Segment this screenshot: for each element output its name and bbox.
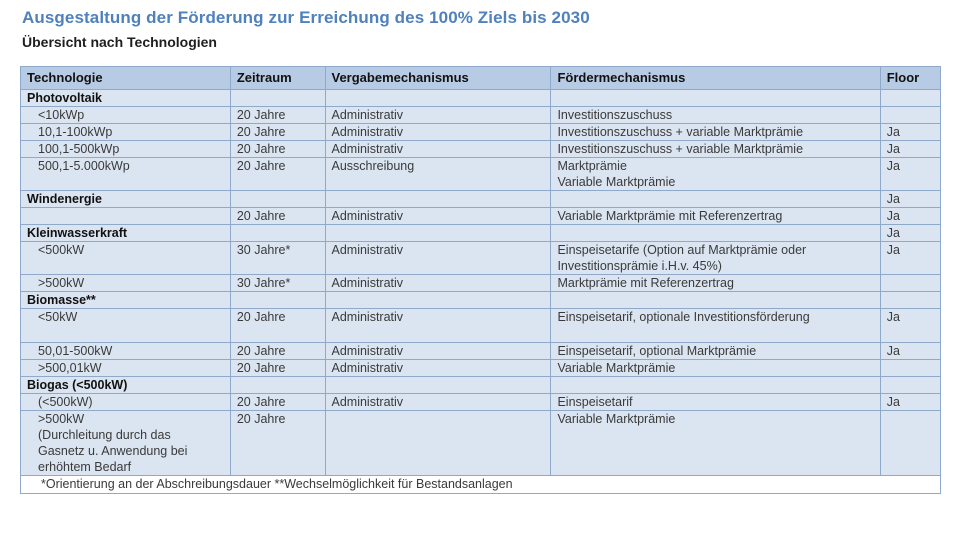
floor-cell — [880, 90, 940, 107]
floor-cell — [880, 275, 940, 292]
vergabe-cell — [325, 292, 551, 309]
zeitraum-cell: 20 Jahre — [230, 360, 325, 377]
table-row — [21, 107, 941, 124]
floor-cell: Ja — [880, 124, 940, 141]
zeitraum-cell: 30 Jahre* — [230, 275, 325, 292]
floor-cell — [880, 292, 940, 309]
technologie-cell: 50,01-500kW — [21, 343, 231, 360]
foerder-cell: Variable Marktprämie — [551, 360, 880, 377]
table-row — [21, 360, 941, 377]
floor-cell: Ja — [880, 158, 940, 191]
zeitraum-cell — [230, 377, 325, 394]
technologie-cell: Kleinwasserkraft — [21, 225, 231, 242]
foerder-cell: Investitionszuschuss + variable Marktprämie — [551, 141, 880, 158]
foerder-cell: Investitionszuschuss — [551, 107, 880, 124]
table-row — [21, 411, 941, 476]
table-row — [21, 343, 941, 360]
zeitraum-cell — [230, 292, 325, 309]
vergabe-cell: Administrativ — [325, 141, 551, 158]
table-row — [21, 141, 941, 158]
zeitraum-cell — [230, 90, 325, 107]
vergabe-cell: Administrativ — [325, 124, 551, 141]
vergabe-cell — [325, 225, 551, 242]
technologie-cell: <50kW — [21, 309, 231, 343]
header-floor: Floor — [880, 67, 940, 90]
technologie-cell: >500kW (Durchleitung durch das Gasnetz u. Anwendung bei erhöhtem Bedarf — [21, 411, 231, 476]
vergabe-cell: Administrativ — [325, 394, 551, 411]
zeitraum-cell: 20 Jahre — [230, 309, 325, 343]
table-group-row — [21, 90, 941, 107]
table-body — [21, 90, 941, 494]
vergabe-cell — [325, 191, 551, 208]
table-row — [21, 242, 941, 275]
table-group-row — [21, 191, 941, 208]
header-technologie: Technologie — [21, 67, 231, 90]
technology-table — [20, 66, 941, 494]
table-group-row — [21, 292, 941, 309]
foerder-cell — [551, 90, 880, 107]
zeitraum-cell: 20 Jahre — [230, 107, 325, 124]
technologie-cell: 10,1-100kWp — [21, 124, 231, 141]
header-vergabemechanismus: Vergabemechanismus — [325, 67, 551, 90]
vergabe-cell — [325, 90, 551, 107]
vergabe-cell — [325, 377, 551, 394]
technologie-cell: <10kWp — [21, 107, 231, 124]
zeitraum-cell: 20 Jahre — [230, 394, 325, 411]
table-row — [21, 124, 941, 141]
zeitraum-cell: 20 Jahre — [230, 141, 325, 158]
foerder-cell: Variable Marktprämie mit Referenzertrag — [551, 208, 880, 225]
table-header-row — [21, 67, 941, 90]
zeitraum-cell: 20 Jahre — [230, 124, 325, 141]
vergabe-cell: Administrativ — [325, 208, 551, 225]
zeitraum-cell — [230, 191, 325, 208]
foerder-cell: Einspeisetarife (Option auf Marktprämie oder Investitionsprämie i.H.v. 45%) — [551, 242, 880, 275]
vergabe-cell: Administrativ — [325, 309, 551, 343]
technologie-cell: <500kW — [21, 242, 231, 275]
floor-cell — [880, 377, 940, 394]
floor-cell: Ja — [880, 141, 940, 158]
foerder-cell: Marktprämie Variable Marktprämie — [551, 158, 880, 191]
vergabe-cell: Administrativ — [325, 242, 551, 275]
floor-cell — [880, 411, 940, 476]
header-zeitraum: Zeitraum — [230, 67, 325, 90]
table-row — [21, 275, 941, 292]
floor-cell: Ja — [880, 343, 940, 360]
table-footnote-row — [21, 476, 941, 494]
vergabe-cell: Ausschreibung — [325, 158, 551, 191]
foerder-cell: Einspeisetarif, optional Marktprämie — [551, 343, 880, 360]
vergabe-cell: Administrativ — [325, 360, 551, 377]
table-row — [21, 158, 941, 191]
floor-cell — [880, 360, 940, 377]
page-title: Ausgestaltung der Förderung zur Erreichung des 100% Ziels bis 2030 — [22, 8, 590, 27]
vergabe-cell: Administrativ — [325, 275, 551, 292]
zeitraum-cell: 20 Jahre — [230, 343, 325, 360]
foerder-cell — [551, 292, 880, 309]
header-foerdermechanismus: Fördermechanismus — [551, 67, 880, 90]
floor-cell: Ja — [880, 208, 940, 225]
technologie-cell: Photovoltaik — [21, 90, 231, 107]
foerder-cell: Variable Marktprämie — [551, 411, 880, 476]
floor-cell: Ja — [880, 394, 940, 411]
foerder-cell: Investitionszuschuss + variable Marktprämie — [551, 124, 880, 141]
zeitraum-cell: 30 Jahre* — [230, 242, 325, 275]
foerder-cell: Einspeisetarif, optionale Investitionsförderung — [551, 309, 880, 343]
table-row — [21, 208, 941, 225]
technologie-cell: Biomasse** — [21, 292, 231, 309]
footnote: *Orientierung an der Abschreibungsdauer **Wechselmöglichkeit für Bestandsanlagen — [21, 476, 941, 494]
vergabe-cell: Administrativ — [325, 107, 551, 124]
technologie-cell: 500,1-5.000kWp — [21, 158, 231, 191]
table-group-row — [21, 225, 941, 242]
technologie-cell: (<500kW) — [21, 394, 231, 411]
table-row — [21, 309, 941, 343]
zeitraum-cell: 20 Jahre — [230, 158, 325, 191]
table-row — [21, 394, 941, 411]
zeitraum-cell: 20 Jahre — [230, 208, 325, 225]
foerder-cell: Einspeisetarif — [551, 394, 880, 411]
foerder-cell — [551, 191, 880, 208]
vergabe-cell: Administrativ — [325, 343, 551, 360]
technologie-cell: >500kW — [21, 275, 231, 292]
foerder-cell: Marktprämie mit Referenzertrag — [551, 275, 880, 292]
technologie-cell: >500,01kW — [21, 360, 231, 377]
technologie-cell — [21, 208, 231, 225]
floor-cell: Ja — [880, 225, 940, 242]
technologie-cell: 100,1-500kWp — [21, 141, 231, 158]
technologie-cell: Windenergie — [21, 191, 231, 208]
zeitraum-cell: 20 Jahre — [230, 411, 325, 476]
technologie-cell: Biogas (<500kW) — [21, 377, 231, 394]
page-subtitle: Übersicht nach Technologien — [22, 34, 217, 50]
floor-cell: Ja — [880, 309, 940, 343]
table-group-row — [21, 377, 941, 394]
zeitraum-cell — [230, 225, 325, 242]
foerder-cell — [551, 377, 880, 394]
floor-cell — [880, 107, 940, 124]
floor-cell: Ja — [880, 191, 940, 208]
vergabe-cell — [325, 411, 551, 476]
floor-cell: Ja — [880, 242, 940, 275]
foerder-cell — [551, 225, 880, 242]
